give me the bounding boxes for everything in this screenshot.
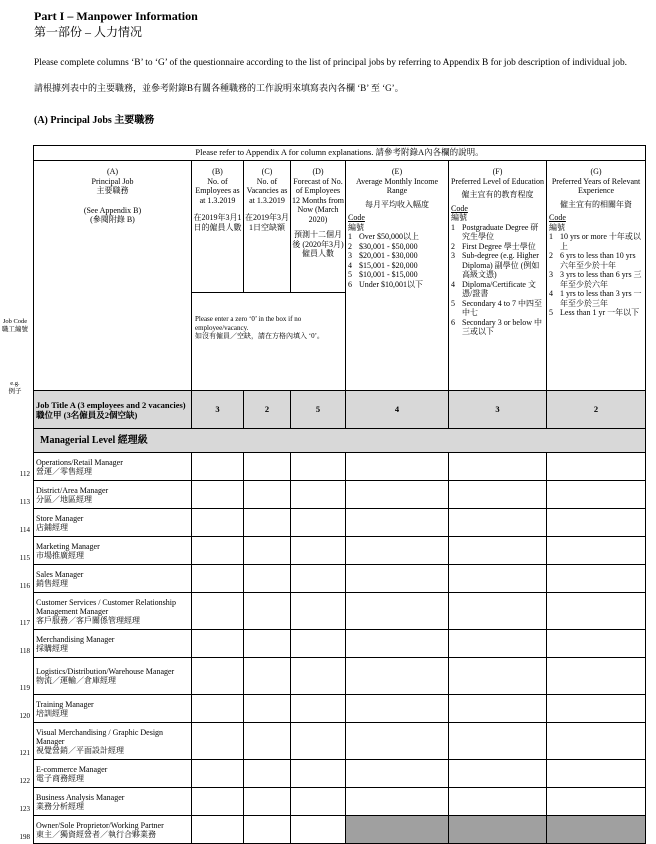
input-cell-c[interactable] xyxy=(244,593,291,630)
col_g-code-text: 10 yrs or more 十年或以上 xyxy=(560,232,641,251)
job-row xyxy=(34,658,646,695)
job-name xyxy=(34,760,192,788)
col-a-title: Principal Job xyxy=(91,176,134,186)
col-d-title-zh: 預測十二個月後 (2020年3月) 僱員人數 xyxy=(292,230,344,258)
input-cell-d[interactable] xyxy=(291,565,346,593)
input-cell-e[interactable] xyxy=(346,760,449,788)
col_f-code-number: 5 xyxy=(451,298,455,308)
job-name-en: Operations/Retail Manager xyxy=(36,457,123,467)
input-cell-d[interactable] xyxy=(291,658,346,695)
job-code: 123 xyxy=(19,804,30,813)
job-code: 198 xyxy=(19,832,30,841)
input-cell-b[interactable] xyxy=(192,537,244,565)
input-cell-d[interactable] xyxy=(291,537,346,565)
col-f-header xyxy=(449,161,547,391)
col_g-code-number: 5 xyxy=(549,308,553,317)
manpower-table xyxy=(33,145,646,844)
input-cell-d[interactable] xyxy=(291,723,346,760)
input-cell-g[interactable] xyxy=(547,509,646,537)
col_f-code-text: Diploma/Certificate 文憑/證書 xyxy=(462,279,536,298)
job-row xyxy=(34,537,646,565)
col_f-code-1 xyxy=(451,223,544,242)
example-title xyxy=(34,391,192,429)
input-cell-b[interactable] xyxy=(192,630,244,658)
col_g-code-5 xyxy=(549,308,643,318)
input-cell-c[interactable] xyxy=(244,630,291,658)
input-cell-c[interactable] xyxy=(244,658,291,695)
input-cell-e[interactable] xyxy=(346,788,449,816)
col-a-header xyxy=(34,161,192,391)
input-cell-b[interactable] xyxy=(192,593,244,630)
input-cell-b[interactable] xyxy=(192,788,244,816)
col-a-ref: (See Appendix B) xyxy=(83,205,142,215)
section-title: (A) Principal Jobs 主要職務 xyxy=(34,115,155,126)
col-a-letter: (A) xyxy=(106,167,119,176)
job-name xyxy=(34,788,192,816)
col_g-code-4 xyxy=(549,289,643,308)
input-cell-f[interactable] xyxy=(449,593,547,630)
input-cell-e[interactable] xyxy=(346,481,449,509)
job-name-zh: 客戶服務／客戶關係管理經理 xyxy=(36,615,140,625)
input-cell-g[interactable] xyxy=(547,723,646,760)
col-e-codes xyxy=(346,213,448,289)
job-name-en: Sales Manager xyxy=(36,569,84,579)
input-cell-e[interactable] xyxy=(346,658,449,695)
col-d-header xyxy=(291,161,346,293)
col_f-code-5 xyxy=(451,299,544,318)
input-cell-e[interactable] xyxy=(346,593,449,630)
input-cell-b[interactable] xyxy=(192,481,244,509)
col_e-code-4 xyxy=(348,261,446,271)
input-cell-g[interactable] xyxy=(547,537,646,565)
input-cell-c[interactable] xyxy=(244,537,291,565)
input-cell-c[interactable] xyxy=(244,695,291,723)
job-name-zh: 電子商務經理 xyxy=(36,773,84,783)
input-cell-e[interactable] xyxy=(346,537,449,565)
input-cell-f[interactable] xyxy=(449,565,547,593)
job-row xyxy=(34,760,646,788)
example-c: 2 xyxy=(244,391,291,429)
col-f-code-label: Code xyxy=(451,203,468,213)
col_e-code-text: $15,001 - $20,000 xyxy=(359,260,418,270)
col-d-title: Forecast of No. of Employees 12 Months from Now (March 2020) xyxy=(292,176,344,224)
job-name-en: E-commerce Manager xyxy=(36,764,108,774)
job-name-en: Owner/Sole Proprietor/Working Partner xyxy=(36,820,164,830)
col_g-code-text: Less than 1 yr 一年以下 xyxy=(560,308,640,317)
job-row xyxy=(34,788,646,816)
col-g-codes xyxy=(547,213,645,318)
col-g-letter: (G) xyxy=(590,167,602,176)
input-cell-f[interactable] xyxy=(449,481,547,509)
input-cell-e[interactable] xyxy=(346,630,449,658)
input-cell-d[interactable] xyxy=(291,695,346,723)
input-cell-g[interactable] xyxy=(547,695,646,723)
col_f-code-number: 6 xyxy=(451,317,455,327)
job-name-zh: 採購經理 xyxy=(36,643,68,653)
input-cell-c[interactable] xyxy=(244,509,291,537)
col_e-code-text: $30,001 - $50,000 xyxy=(359,241,418,251)
col-c-letter: (C) xyxy=(261,167,273,176)
input-cell-e[interactable] xyxy=(346,695,449,723)
job-name xyxy=(34,481,192,509)
job-name-en: Marketing Manager xyxy=(36,541,100,551)
job-name-zh: 分區／地區經理 xyxy=(36,494,92,504)
input-cell-f[interactable] xyxy=(449,509,547,537)
job-code: 117 xyxy=(19,618,30,627)
job-name xyxy=(34,658,192,695)
job-name xyxy=(34,593,192,630)
col-e-title-zh: 每月平均收入幅度 xyxy=(365,199,429,209)
job-name-zh: 營運／零售經理 xyxy=(36,466,92,476)
col_f-code-text: First Degree 學士學位 xyxy=(462,241,536,251)
job-row xyxy=(34,453,646,481)
input-cell-g[interactable] xyxy=(547,760,646,788)
col_g-code-number: 1 xyxy=(549,232,553,241)
col_g-code-text: 3 yrs to less than 6 yrs 三年至少於六年 xyxy=(560,270,642,289)
col_g-code-text: 1 yrs to less than 3 yrs 一年至少於三年 xyxy=(560,289,642,308)
input-cell-b[interactable] xyxy=(192,453,244,481)
job-code-label-en: Job Code xyxy=(2,318,28,325)
input-cell-c[interactable] xyxy=(244,565,291,593)
job-row xyxy=(34,695,646,723)
job-name xyxy=(34,695,192,723)
col-b-header xyxy=(192,161,244,293)
example-b: 3 xyxy=(192,391,244,429)
job-name-en: Business Analysis Manager xyxy=(36,792,125,802)
input-cell-g[interactable] xyxy=(547,658,646,695)
col_g-code-number: 2 xyxy=(549,251,553,260)
job-name-en: Merchandising Manager xyxy=(36,634,115,644)
input-cell-g[interactable] xyxy=(547,593,646,630)
job-row xyxy=(34,816,646,844)
col_g-code-3 xyxy=(549,270,643,289)
input-cell-f[interactable] xyxy=(449,760,547,788)
job-code: 112 xyxy=(19,469,30,478)
job-code: 121 xyxy=(19,748,30,757)
part-title: Part I – Manpower Information xyxy=(34,9,198,23)
col-c-title: No. of Vacancies as at 1.3.2019 xyxy=(246,176,288,205)
job-name xyxy=(34,453,192,481)
job-name-zh: 市場推廣經理 xyxy=(36,550,84,560)
job-code: 113 xyxy=(19,497,30,506)
col_g-code-number: 4 xyxy=(549,289,553,298)
disabled-cell-e xyxy=(346,816,449,844)
col-b-letter: (B) xyxy=(212,167,223,176)
col_f-code-number: 1 xyxy=(451,222,455,232)
col-e-letter: (E) xyxy=(391,167,403,176)
input-cell-d[interactable] xyxy=(291,630,346,658)
job-code: 119 xyxy=(19,683,30,692)
job-code-label xyxy=(0,318,30,334)
input-cell-c[interactable] xyxy=(244,816,291,844)
col-f-title-zh: 僱主宜有的教育程度 xyxy=(461,190,534,199)
input-cell-g[interactable] xyxy=(547,565,646,593)
input-cell-c[interactable] xyxy=(244,453,291,481)
job-name-zh: 業務分析經理 xyxy=(36,801,84,811)
job-row xyxy=(34,630,646,658)
job-code-label-zh: 職工編號 xyxy=(2,326,28,333)
job-name-zh: 東主／獨資經營者／執行合夥業務 xyxy=(36,829,156,839)
input-cell-e[interactable] xyxy=(346,565,449,593)
col_e-code-6 xyxy=(348,280,446,290)
col_e-code-number: 2 xyxy=(348,241,352,251)
col_e-code-number: 1 xyxy=(348,232,352,241)
col_f-code-text: Sub-degree (e.g. Higher Diploma) 副學位 (例如高級文憑) xyxy=(462,251,540,279)
job-name-zh: 銷售經理 xyxy=(36,578,68,588)
zero-note-zh: 如沒有僱員／空缺，請在方格內填入 ‘0’。 xyxy=(195,332,324,340)
example-label xyxy=(0,380,30,396)
job-code: 116 xyxy=(19,581,30,590)
col-e-code-label-zh: 編號 xyxy=(348,222,364,232)
example-e: 4 xyxy=(346,391,449,429)
col-a-ref-zh: (參閱附錄 B) xyxy=(90,215,135,224)
col_f-code-number: 4 xyxy=(451,279,455,289)
col-c-header xyxy=(244,161,291,293)
col-a-title-zh: 主要職務 xyxy=(96,186,129,195)
job-name-en: Logistics/Distribution/Warehouse Manager xyxy=(36,667,175,676)
column-note: Please refer to Appendix A for column explanations. 請參考附錄A內各欄的說明。 xyxy=(34,146,646,161)
example-g: 2 xyxy=(547,391,646,429)
input-cell-b[interactable] xyxy=(192,658,244,695)
job-name xyxy=(34,537,192,565)
col-c-title-zh: 在2019年3月1日空缺額 xyxy=(245,213,289,232)
input-cell-d[interactable] xyxy=(291,816,346,844)
input-cell-g[interactable] xyxy=(547,481,646,509)
job-code: 115 xyxy=(19,553,30,562)
example-d: 5 xyxy=(291,391,346,429)
job-code: 118 xyxy=(19,646,30,655)
input-cell-d[interactable] xyxy=(291,760,346,788)
job-row xyxy=(34,509,646,537)
part-title-zh: 第一部份 – 人力情况 xyxy=(34,25,143,39)
input-cell-c[interactable] xyxy=(244,760,291,788)
input-cell-f[interactable] xyxy=(449,658,547,695)
col-f-letter: (F) xyxy=(492,167,503,176)
col_g-code-1 xyxy=(549,232,643,251)
job-code: 114 xyxy=(19,525,30,534)
col_g-code-text: 6 yrs to less than 10 yrs 六年至少於十年 xyxy=(560,251,636,270)
col_f-code-3 xyxy=(451,251,544,280)
col_f-code-number: 3 xyxy=(451,251,455,260)
col_e-code-number: 3 xyxy=(348,251,352,260)
input-cell-e[interactable] xyxy=(346,723,449,760)
input-cell-b[interactable] xyxy=(192,723,244,760)
input-cell-d[interactable] xyxy=(291,593,346,630)
disabled-cell-g xyxy=(547,816,646,844)
col_e-code-number: 6 xyxy=(348,279,352,289)
input-cell-g[interactable] xyxy=(547,453,646,481)
col-e-title: Average Monthly Income Range xyxy=(355,176,439,195)
input-cell-d[interactable] xyxy=(291,788,346,816)
col-g-title-zh: 僱主宜有的相關年資 xyxy=(560,199,633,209)
example-title-en: Job Title A (3 employees and 2 vacancies) xyxy=(36,399,186,410)
col-g-header xyxy=(547,161,646,391)
input-cell-d[interactable] xyxy=(291,453,346,481)
job-name-zh: 培訓經理 xyxy=(36,708,68,718)
col_f-code-2 xyxy=(451,242,544,252)
col_f-code-6 xyxy=(451,318,544,337)
instruction-en: Please complete columns ‘B’ to ‘G’ of the questionnaire according to the list of principal jobs by referring to Appendix B for job description of individual job. xyxy=(34,58,628,68)
col_e-code-1 xyxy=(348,232,446,242)
example-label-en: e.g. xyxy=(10,380,20,387)
input-cell-b[interactable] xyxy=(192,509,244,537)
col_f-code-text: Postgraduate Degree 研究生學位 xyxy=(462,222,539,241)
col-f-code-label-zh: 編號 xyxy=(451,213,467,222)
job-name-en: Customer Services / Customer Relationship Management Manager xyxy=(36,597,176,616)
col_e-code-text: $10,001 - $15,000 xyxy=(359,270,418,279)
input-cell-c[interactable] xyxy=(244,481,291,509)
job-name-zh: 店鋪經理 xyxy=(36,522,68,532)
input-cell-c[interactable] xyxy=(244,723,291,760)
input-cell-f[interactable] xyxy=(449,453,547,481)
col_e-code-text: Under $10,001以下 xyxy=(359,279,423,289)
input-cell-e[interactable] xyxy=(346,509,449,537)
managerial-level-title: Managerial Level 經理級 xyxy=(34,429,646,453)
example-f: 3 xyxy=(449,391,547,429)
col-g-code-label-zh: 編號 xyxy=(549,222,565,232)
job-name xyxy=(34,509,192,537)
col_f-code-text: Secondary 3 or below 中三或以下 xyxy=(462,317,542,336)
job-name-zh: 物流／運輸／倉庫經理 xyxy=(36,676,116,685)
example-row xyxy=(34,391,646,429)
col-f-title: Preferred Level of Education xyxy=(450,176,545,186)
input-cell-g[interactable] xyxy=(547,788,646,816)
col_f-code-text: Secondary 4 to 7 中四至中七 xyxy=(462,298,542,317)
managerial-level-row xyxy=(34,429,646,453)
disabled-cell-f xyxy=(449,816,547,844)
zero-note-en: Please enter a zero ‘0’ in the box if no employee/vacancy. xyxy=(195,315,302,332)
job-code: 122 xyxy=(19,776,30,785)
job-name-zh: 視覺營銷／平面設計經理 xyxy=(36,745,124,755)
instruction-zh: 請根據列表中的主要職務，並參考附錄B有關各種職務的工作說明來填寫表內各欄 ‘B’ 至 ‘G’。 xyxy=(34,83,404,93)
col_e-code-text: $20,001 - $30,000 xyxy=(359,251,418,260)
job-name xyxy=(34,630,192,658)
col-d-letter: (D) xyxy=(312,167,324,176)
job-row xyxy=(34,481,646,509)
col_e-code-number: 4 xyxy=(348,260,352,270)
input-cell-f[interactable] xyxy=(449,788,547,816)
col-e-header xyxy=(346,161,449,391)
job-name-en: Visual Merchandising / Graphic Design Manager xyxy=(36,727,164,746)
col_e-code-5 xyxy=(348,270,446,280)
col-b-title-zh: 在2019年3月1日的僱員人數 xyxy=(193,213,242,232)
col-g-code-label: Code xyxy=(549,213,566,222)
input-cell-b[interactable] xyxy=(192,760,244,788)
col_g-code-number: 3 xyxy=(549,270,553,279)
input-cell-d[interactable] xyxy=(291,509,346,537)
job-code: 120 xyxy=(19,711,30,720)
col_e-code-2 xyxy=(348,242,446,252)
input-cell-f[interactable] xyxy=(449,537,547,565)
job-name-en: Store Manager xyxy=(36,513,84,523)
col_e-code-number: 5 xyxy=(348,270,352,279)
job-row xyxy=(34,593,646,630)
job-name xyxy=(34,816,192,844)
col-f-codes xyxy=(449,204,546,337)
col_g-code-2 xyxy=(549,251,643,270)
input-cell-b[interactable] xyxy=(192,695,244,723)
col_e-code-3 xyxy=(348,251,446,261)
input-cell-f[interactable] xyxy=(449,630,547,658)
zero-note xyxy=(192,293,346,391)
input-cell-g[interactable] xyxy=(547,630,646,658)
input-cell-f[interactable] xyxy=(449,723,547,760)
col_f-code-4 xyxy=(451,280,544,299)
col_f-code-number: 2 xyxy=(451,241,455,251)
input-cell-b[interactable] xyxy=(192,565,244,593)
job-name xyxy=(34,565,192,593)
job-row xyxy=(34,723,646,760)
col-g-title: Preferred Years of Relevant Experience xyxy=(551,176,641,195)
job-row xyxy=(34,565,646,593)
col-e-code-label: Code xyxy=(348,213,365,222)
job-name-en: Training Manager xyxy=(36,699,94,709)
input-cell-c[interactable] xyxy=(244,788,291,816)
job-name xyxy=(34,723,192,760)
job-name-en: District/Area Manager xyxy=(36,485,109,495)
input-cell-d[interactable] xyxy=(291,481,346,509)
example-label-zh: 例子 xyxy=(8,388,22,395)
col_e-code-text: Over $50,000以上 xyxy=(359,232,419,241)
input-cell-e[interactable] xyxy=(346,453,449,481)
example-title-zh: 職位甲 (3名僱員及2個空缺) xyxy=(36,409,138,420)
col-b-title: No. of Employees as at 1.3.2019 xyxy=(195,176,240,205)
input-cell-f[interactable] xyxy=(449,695,547,723)
input-cell-b[interactable] xyxy=(192,816,244,844)
